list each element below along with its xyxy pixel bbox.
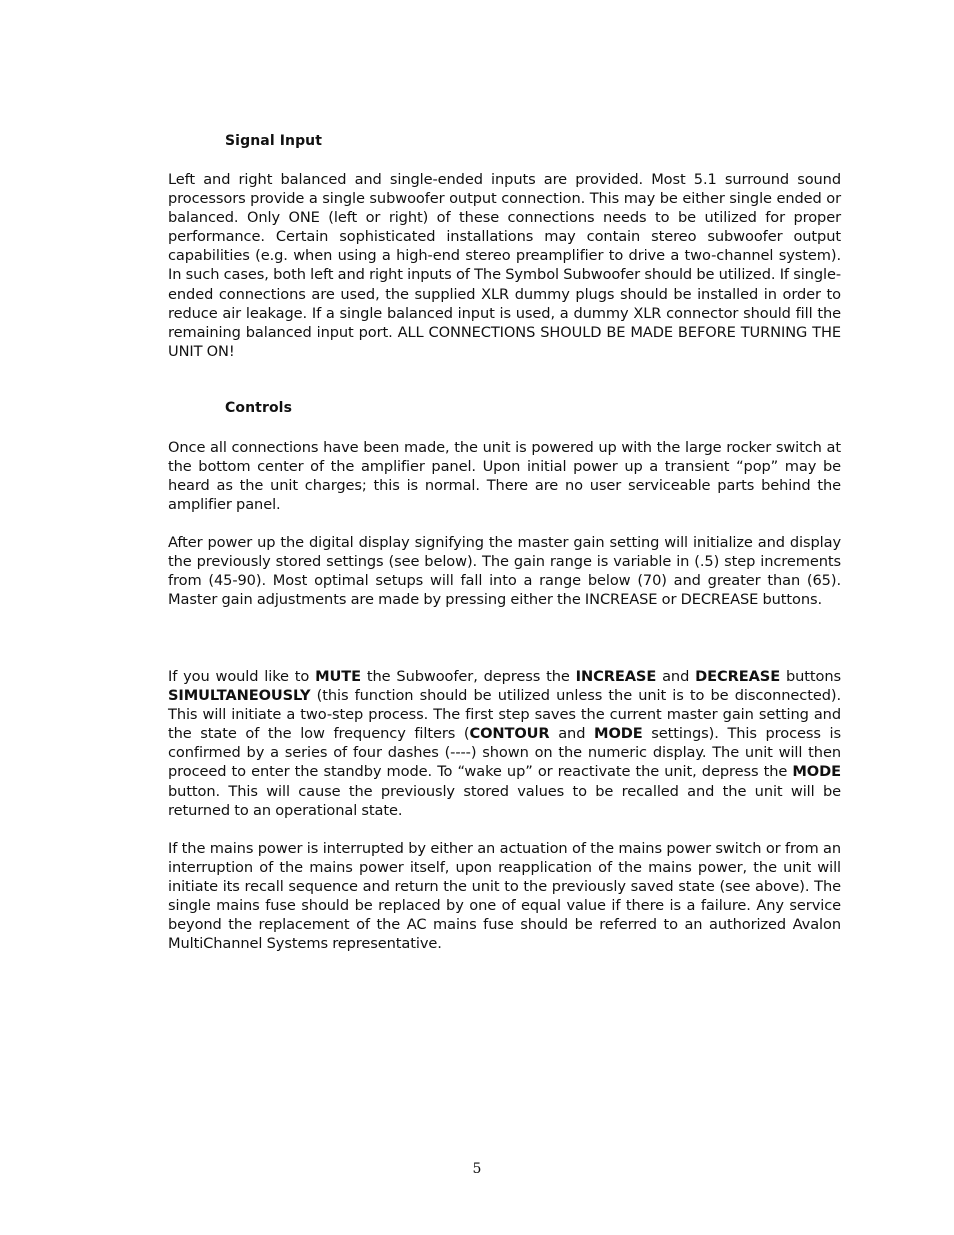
controls-paragraph-mute: If you would like to MUTE the Subwoofer, depress the INCREASE and DECREASE buttons SIMULTANEOUSLY (this function should be utilized unless the unit is to be disconnected). This will initiate a two-step process. The first step saves the current master gain setting and the state of the low frequency filters (CONTOUR and MODE settings). This process is confirmed by a series of four dashes (----) shown on the numeric display. The unit will then proceed to enter the standby mode. To “wake up” or reactivate the unit, depress the MODE button. This will cause the previously stored values to be recalled and the unit will be returned to an operational state. (168, 668, 842, 819)
signal-input-heading: Signal Input (225, 133, 323, 149)
page-number: 5 (472, 1161, 482, 1177)
controls-heading: Controls (225, 400, 293, 416)
controls-paragraph-mains: If the mains power is interrupted by either an actuation of the mains power switch or from an interruption of the mains power itself, upon reapplication of the mains power, the unit will initiate its recall sequence and return the unit to the previously saved state (see above). The single mains fuse should be replaced by one of equal value if there is a failure. Any service beyond the replacement of the AC mains fuse should be referred to an authorized Avalon MultiChannel Systems representative. (168, 840, 841, 953)
signal-input-paragraph: Left and right balanced and single-ended inputs are provided. Most 5.1 surround sound processors provide a single subwoofer output connection. This may be either single ended or balanced. Only ONE (left or right) of these connections needs to be utilized for proper performance. Certain sophisticated installations may contain stereo subwoofer output capabilities (e.g. when using a high-end stereo preamplifier to drive a two-channel system). In such cases, both left and right inputs of The Symbol Subwoofer should be utilized. If single-ended connections are used, the supplied XLR dummy plugs should be installed in order to reduce air leakage. If a single balanced input is used, a dummy XLR connector should fill the remaining balanced input port. ALL CONNECTIONS SHOULD BE MADE BEFORE TURNING THE UNIT ON! (168, 171, 841, 360)
controls-paragraph-power: Once all connections have been made, the unit is powered up with the large rocker switch at the bottom center of the amplifier panel. Upon initial power up a transient “pop” may be heard as the unit charges; this is normal. There are no user serviceable parts behind the amplifier panel. (168, 439, 841, 514)
controls-paragraph-gain: After power up the digital display signifying the master gain setting will initialize and display the previously stored settings (see below). The gain range is variable in (.5) step increments from (45-90). Most optimal setups will fall into a range below (70) and greater than (65). Master gain adjustments are made by pressing either the INCREASE or DECREASE buttons. (168, 534, 841, 609)
